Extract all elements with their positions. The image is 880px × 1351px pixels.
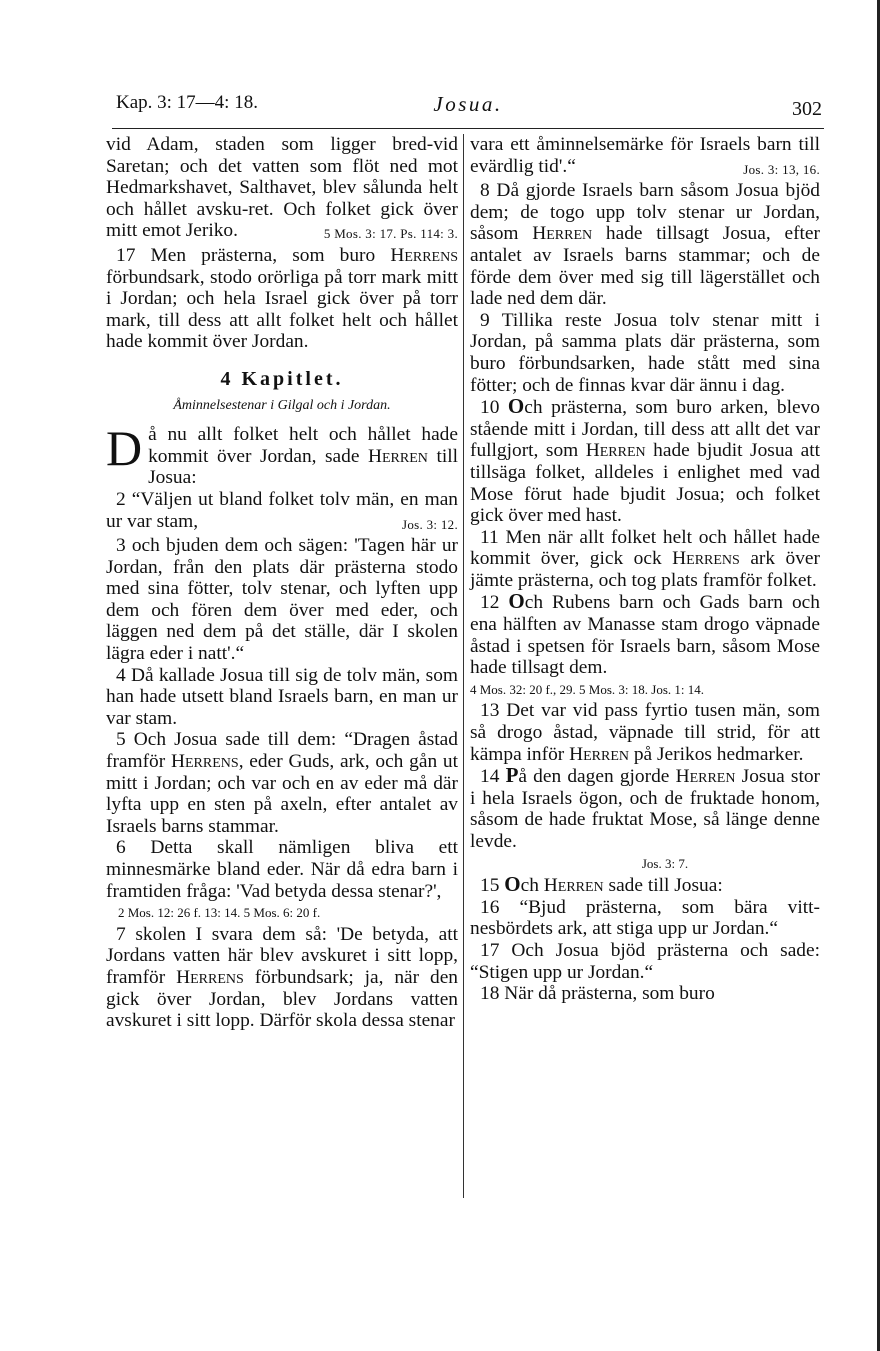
book-title: Josua. [433,92,503,116]
verse-17: 17 Men prästerna, som buro Herrens förbundsark, stodo orörliga på torr mark mitt i Jordan; och hela Israel gick över på torr mark, till dess att allt folket helt och hållet hade kommit över Jordan. [106,244,458,353]
verse-7-continuation: vara ett åminnelsemärke för Israels barn till evärdlig tid'.“ Jos. 3: 13, 16. [470,134,820,177]
verse-6: 6 Detta skall nämligen bliva ett minnesmärke bland eder. När då edra barn i framtiden fråga: 'Vad betyda dessa stenar?', [106,837,458,902]
cross-reference: 2 Mos. 12: 26 f. 13: 14. 5 Mos. 6: 20 f. [118,905,321,921]
cross-reference: 4 Mos. 32: 20 f., 29. 5 Mos. 3: 18. Jos. 1: 14. [470,681,705,697]
verse-17: 17 Och Josua bjöd prästerna och sade: “Stigen upp ur Jordan.“ [470,939,820,983]
cross-reference: Jos. 3: 7. [641,855,689,871]
verse-number: 17 [116,244,136,266]
chapter-subtitle: Åminnelsestenar i Gilgal och i Jordan. [173,397,391,413]
chapter-title: 4 Kapitlet. [220,367,344,390]
verse-8: 8 Då gjorde Israels barn såsom Josua bjöd dem; de togo upp tolv stenar ur Jordan, såsom Herren hade tillsagt Josua, efter antalet av Israels barns stammar; och de förde dem över med sig till lägerstället och lade ned dem där. [470,180,820,310]
verse-2: 2 “Väljen ut bland folket tolv män, en man ur var stam, Jos. 3: 12. [106,489,458,532]
verse-10: 10 Och prästerna, som buro arken, blevo stående mitt i Jordan, till dess att allt det var fullgjort, som Herren hade bjudit Josua att tillsäga folket, alldeles i enlighet med vad Mose förut hade bjudit Josua; och folket gick över med hast. [470,394,820,527]
verse-11: 11 Men när allt folket helt och hållet hade kommit över, gick ock Herrens ark över jämte prästerna, och tog plats framför folket. [470,526,820,591]
verse-16-continuation: vid Adam, staden som ligger bred-vid Saretan; och det vatten som flöt ned mot Hedmarkshavet, Salthavet, blev sålunda helt och hållet avsku-ret. Och folket gick över mitt emot Jeriko. 5 Mos. 3: 17. Ps. 114: 3. [106,134,458,242]
divine-name: Herren [569,743,629,765]
verse-1: D å nu allt folket helt och hållet hade kommit över Jordan, sade Herren till Josua: [106,420,458,489]
left-column [106,134,458,1032]
divine-name: Herren [585,440,646,462]
cross-reference: Jos. 3: 13, 16. [743,161,820,177]
divine-name: Herren [543,875,604,897]
divine-name: Herrens [171,751,239,773]
divine-name: Herren [532,223,593,245]
cross-reference: 5 Mos. 3: 17. Ps. 114: 3. [323,226,458,242]
column-divider [463,134,464,1198]
verse-9: 9 Tillika reste Josua tolv stenar mitt i Jordan, på samma plats där prästerna, som buro förbundsarken, hade stått med sina fötter; och de finnas kvar där ännu i dag. [470,309,821,396]
verse-14: 14 På den dagen gjorde Herren Josua stor i hela Israels ögon, och de fruktade honom, såsom de hade fruktat Mose, så länge denne levde. [470,763,821,852]
divine-name: Herrens [672,548,740,570]
verse-18: 18 När då prästerna, som buro [480,983,715,1005]
verse-15: 15 Och Herren sade till Josua: [480,872,723,897]
bold-initial: P [505,763,519,788]
chapter-verse-range: Kap. 3: 17—4: 18. [116,92,258,113]
verse-16: 16 “Bjud prästerna, som bära vitt-nesbördets ark, att stiga upp ur Jordan.“ [470,896,820,940]
verse-13: 13 Det var vid pass fyrtio tusen män, som så drogo åstad, väpnade till strid, för att kämpa inför Herren på Jerikos hedmarker. [470,700,820,765]
divine-name: Herrens [390,244,458,266]
bold-initial: O [507,394,525,419]
divine-name: Herren [675,766,736,788]
bold-initial: O [504,872,521,897]
bold-initial: O [508,589,525,614]
drop-cap: D [106,420,143,477]
verse-3: 3 och bjuden dem och sägen: 'Tagen här ur Jordan, från den plats där prästerna stodo med sina fötter, tolv stenar, och lyften upp dem och fören dem över med eder, och läggen ned dem på det ställe, där I skolen lägra eder i natt'.“ [106,535,458,665]
verse-12: 12 Och Rubens barn och Gads barn och ena hälften av Manasse stam drogo väpnade åstad i spetsen för Israels barn, såsom Mose hade tillsagt dem. [470,589,820,679]
cross-reference: Jos. 3: 12. [401,516,458,532]
right-column [470,134,820,1005]
verse-7: 7 skolen I svara dem så: 'De betyda, att Jordans vatten här blev avskuret i sitt lopp, framför Herrens förbundsark; ja, när den gick över Jordan, blev Jordans vatten avskuret i sitt lopp. Därför skola dessa stenar [106,923,458,1032]
divine-name: Herrens [176,966,244,988]
page-header [112,92,824,129]
verse-4: 4 Då kallade Josua till sig de tolv män, som han hade utsett bland Israels barn, en man ur var stam. [106,664,458,729]
divine-name: Herren [368,445,428,467]
page-number: 302 [792,98,822,120]
verse-5: 5 Och Josua sade till dem: “Dragen åstad framför Herrens, eder Guds, ark, och gån ut mitt i Jordan; och var och en av eder må där lyfta upp en sten på axeln, efter antalet av Israels barns stammar. [106,729,458,837]
